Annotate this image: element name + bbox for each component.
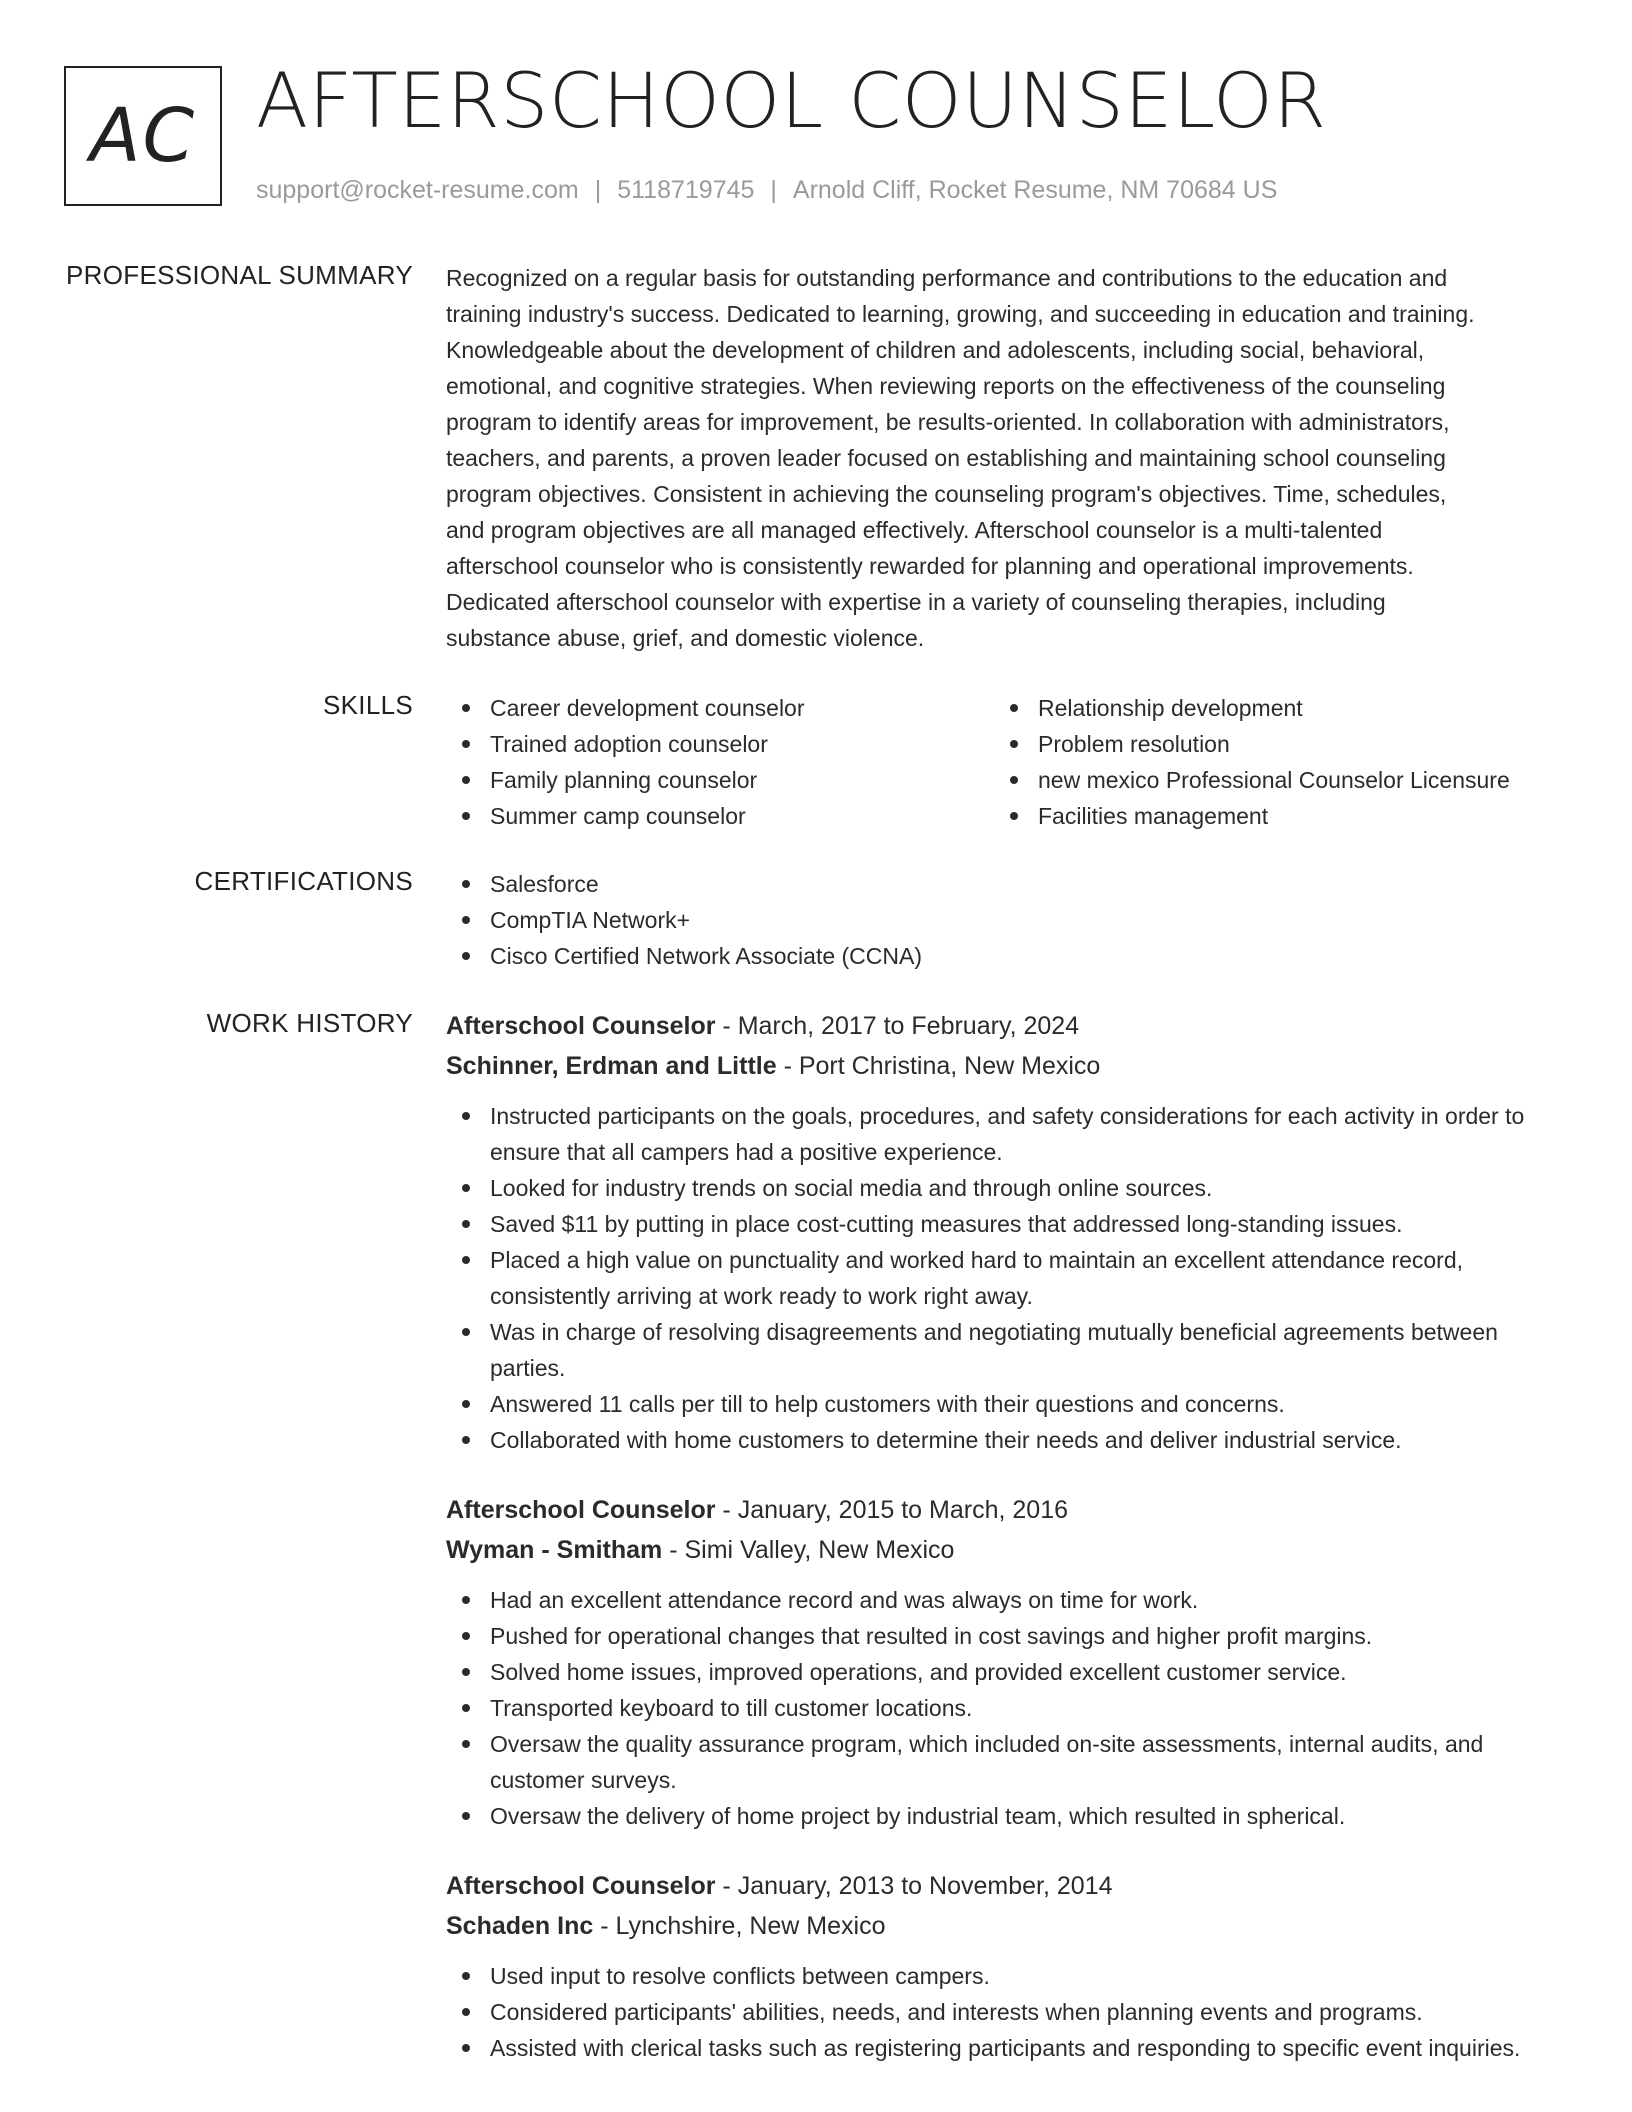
skill-item: Problem resolution <box>994 726 1542 762</box>
job-company-line <box>446 1046 1558 1086</box>
summary-line: training industry's success. Dedicated to learning, growing, and succeeding in education and training. <box>446 301 1475 327</box>
job-company-line <box>446 1906 1558 1946</box>
job-duty: Was in charge of resolving disagreements and negotiating mutually beneficial agreements between parties. <box>446 1314 1558 1386</box>
job-title-line <box>446 1006 1558 1046</box>
job-title-line <box>446 1490 1558 1530</box>
certifications-heading: CERTIFICATIONS <box>194 866 413 896</box>
job-duties <box>446 1958 1558 2066</box>
certifications-list <box>446 866 1558 974</box>
job-duty: Had an excellent attendance record and was always on time for work. <box>446 1582 1558 1618</box>
summary-line: teachers, and parents, a proven leader focused on establishing and maintaining school counseling <box>446 445 1446 471</box>
job-company: Schinner, Erdman and Little <box>446 1052 777 1080</box>
job-company: Schaden Inc <box>446 1912 594 1940</box>
job-title-line <box>446 1866 1558 1906</box>
certification-item: CompTIA Network+ <box>446 902 1558 938</box>
contact-email: support@rocket-resume.com <box>256 176 579 204</box>
job-duty: Assisted with clerical tasks such as registering participants and responding to specific event inquiries. <box>446 2030 1558 2066</box>
work-history-heading: WORK HISTORY <box>206 1008 413 1038</box>
job-duty: Instructed participants on the goals, procedures, and safety considerations for each activity in order to ensure that all campers had a positive experience. <box>446 1098 1558 1170</box>
summary-line: program objectives. Consistent in achieving the counseling program's objectives. Time, schedules, <box>446 481 1447 507</box>
monogram-initials: AC <box>89 93 197 179</box>
skill-item: Summer camp counselor <box>446 798 994 834</box>
summary-line: substance abuse, grief, and domestic violence. <box>446 625 925 651</box>
contact-separator: | <box>770 176 777 204</box>
job-title: Afterschool Counselor <box>446 1872 716 1900</box>
skill-item: Relationship development <box>994 690 1542 726</box>
summary-text <box>446 260 1558 656</box>
summary-line: Dedicated afterschool counselor with expertise in a variety of counseling therapies, including <box>446 589 1386 615</box>
contact-line <box>256 176 1277 205</box>
job-duty: Placed a high value on punctuality and worked hard to maintain an excellent attendance record, consistently arriving at work ready to work right away. <box>446 1242 1558 1314</box>
summary-line: Recognized on a regular basis for outstanding performance and contributions to the education and <box>446 265 1448 291</box>
job-duty: Considered participants' abilities, needs, and interests when planning events and programs. <box>446 1994 1558 2030</box>
job-duty: Used input to resolve conflicts between campers. <box>446 1958 1558 1994</box>
job-duty: Oversaw the quality assurance program, which included on-site assessments, internal audits, and customer surveys. <box>446 1726 1558 1798</box>
skill-item: new mexico Professional Counselor Licensure <box>994 762 1542 798</box>
summary-line: and program objectives are all managed effectively. Afterschool counselor is a multi-talented <box>446 517 1383 543</box>
job-title: Afterschool Counselor <box>446 1496 716 1524</box>
summary-heading: PROFESSIONAL SUMMARY <box>66 260 413 290</box>
job-location: - Lynchshire, New Mexico <box>593 1912 886 1940</box>
job-duty: Answered 11 calls per till to help customers with their questions and concerns. <box>446 1386 1558 1422</box>
job-location: - Port Christina, New Mexico <box>776 1052 1101 1080</box>
skill-item: Family planning counselor <box>446 762 994 798</box>
certification-item: Cisco Certified Network Associate (CCNA) <box>446 938 1558 974</box>
contact-address: Arnold Cliff, Rocket Resume, NM 70684 US <box>792 176 1278 204</box>
contact-phone: 5118719745 <box>617 176 755 204</box>
job-dates: - March, 2017 to February, 2024 <box>715 1012 1080 1040</box>
skills-heading: SKILLS <box>323 690 413 720</box>
job-duty: Transported keyboard to till customer locations. <box>446 1690 1558 1726</box>
job-dates: - January, 2015 to March, 2016 <box>715 1496 1068 1524</box>
job-duty: Looked for industry trends on social media and through online sources. <box>446 1170 1558 1206</box>
contact-separator: | <box>594 176 602 204</box>
summary-line: program to identify areas for improvement, be results-oriented. In collaboration with administrators, <box>446 409 1450 435</box>
work-history-list <box>446 1006 1558 2098</box>
job-duty: Saved $11 by putting in place cost-cutting measures that addressed long-standing issues. <box>446 1206 1558 1242</box>
job-entry <box>446 1490 1558 1834</box>
skills-column-right <box>994 690 1542 834</box>
job-duties <box>446 1582 1558 1834</box>
job-duty: Collaborated with home customers to determine their needs and deliver industrial service. <box>446 1422 1558 1458</box>
summary-line: afterschool counselor who is consistently rewarded for planning and operational improvements. <box>446 553 1414 579</box>
job-entry <box>446 1866 1558 2066</box>
job-company-line <box>446 1530 1558 1570</box>
resume-title: AFTERSCHOOL COUNSELOR <box>256 56 1327 145</box>
summary-line: emotional, and cognitive strategies. When reviewing reports on the effectiveness of the counseling <box>446 373 1446 399</box>
job-location: - Simi Valley, New Mexico <box>662 1536 955 1564</box>
skill-item: Facilities management <box>994 798 1542 834</box>
certification-item: Salesforce <box>446 866 1558 902</box>
monogram-badge <box>64 66 222 206</box>
summary-line: Knowledgeable about the development of children and adolescents, including social, behavioral, <box>446 337 1425 363</box>
skill-item: Career development counselor <box>446 690 994 726</box>
skills-column-left <box>446 690 994 834</box>
job-duty: Pushed for operational changes that resulted in cost savings and higher profit margins. <box>446 1618 1558 1654</box>
job-title: Afterschool Counselor <box>446 1012 716 1040</box>
job-duty: Solved home issues, improved operations, and provided excellent customer service. <box>446 1654 1558 1690</box>
job-dates: - January, 2013 to November, 2014 <box>715 1872 1113 1900</box>
skill-item: Trained adoption counselor <box>446 726 994 762</box>
job-company: Wyman - Smitham <box>446 1536 663 1564</box>
job-duties <box>446 1098 1558 1458</box>
job-duty: Oversaw the delivery of home project by industrial team, which resulted in spherical. <box>446 1798 1558 1834</box>
job-entry <box>446 1006 1558 1458</box>
skills-list <box>446 690 1558 834</box>
